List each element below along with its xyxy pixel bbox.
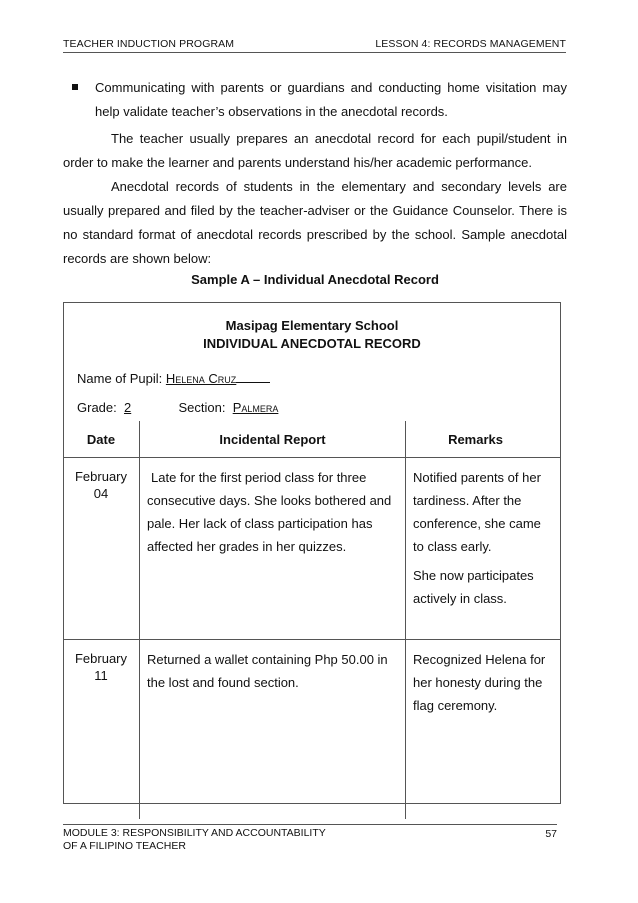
row-date [63,640,140,820]
grade-label: Grade: [77,400,117,415]
table-row [63,458,561,640]
remarks-text: She now participates actively in class. [413,568,534,606]
record-title: INDIVIDUAL ANECDOTAL RECORD [203,336,421,351]
header-program: TEACHER INDUCTION PROGRAM [63,38,235,50]
date-month: February [74,651,128,666]
section-label: Section: [178,400,226,415]
pupil-name-value: Helena Cruz [165,371,237,386]
date-month: February [74,469,128,484]
table-header-row [63,421,561,458]
col-incidental-report: Incidental Report [140,421,406,458]
header-lesson: LESSON 4: RECORDS MANAGEMENT [375,38,566,50]
date-day: 11 [94,668,108,683]
col-date: Date [63,421,140,458]
remarks-text: Notified parents of her tardiness. After the conference, she came to class early. [413,470,541,554]
square-bullet-icon [72,84,78,90]
anecdotal-record-form [63,302,561,804]
school-name: Masipag Elementary School [225,318,399,333]
footer-module-line1: MODULE 3: RESPONSIBILITY AND ACCOUNTABILITY [63,827,326,839]
bullet-text: Communicating with parents or guardians and conducting home visitation may help validate teacher’s observations in the anecdotal records. [95,80,567,119]
row-date [63,458,140,640]
paragraph-1-text: The teacher usually prepares an anecdotal record for each pupil/student in order to make the learner and parents understand his/her academic performance. [63,131,567,170]
date-day: 04 [93,486,109,501]
pupil-name-label: Name of Pupil: [77,371,163,386]
paragraph-1 [63,127,567,175]
record-table [63,421,561,819]
footer-module-line2: OF A FILIPINO TEACHER [63,840,186,852]
bullet-item [72,76,567,124]
report-text: Late for the first period class for three consecutive days. She looks bothered and pale. Her lack of class participation has affected her grades in her quizzes. [147,470,392,554]
page-header [63,38,566,53]
pupil-name-row [77,371,270,386]
page-footer [63,824,557,853]
grade-section-row [77,400,278,415]
row-report [140,640,406,820]
row-remarks [406,640,562,820]
section-value: Palmera [232,400,279,415]
remarks-text: Recognized Helena for her honesty during the flag ceremony. [413,652,546,713]
page-number: 57 [545,828,557,840]
grade-value: 2 [123,400,132,415]
sample-caption: Sample A – Individual Anecdotal Record [191,272,439,287]
paragraph-2 [63,175,567,271]
col-remarks: Remarks [406,421,562,458]
report-text: Returned a wallet containing Php 50.00 in the lost and found section. [147,652,388,690]
paragraph-2-text: Anecdotal records of students in the elementary and secondary levels are usually prepared and filed by the teacher-adviser or the Guidance Counselor. There is no standard format of anecdotal records prescribed by the school. Sample anecdotal records are shown below: [63,179,567,266]
row-remarks [406,458,562,640]
row-report [140,458,406,640]
table-row [63,640,561,820]
